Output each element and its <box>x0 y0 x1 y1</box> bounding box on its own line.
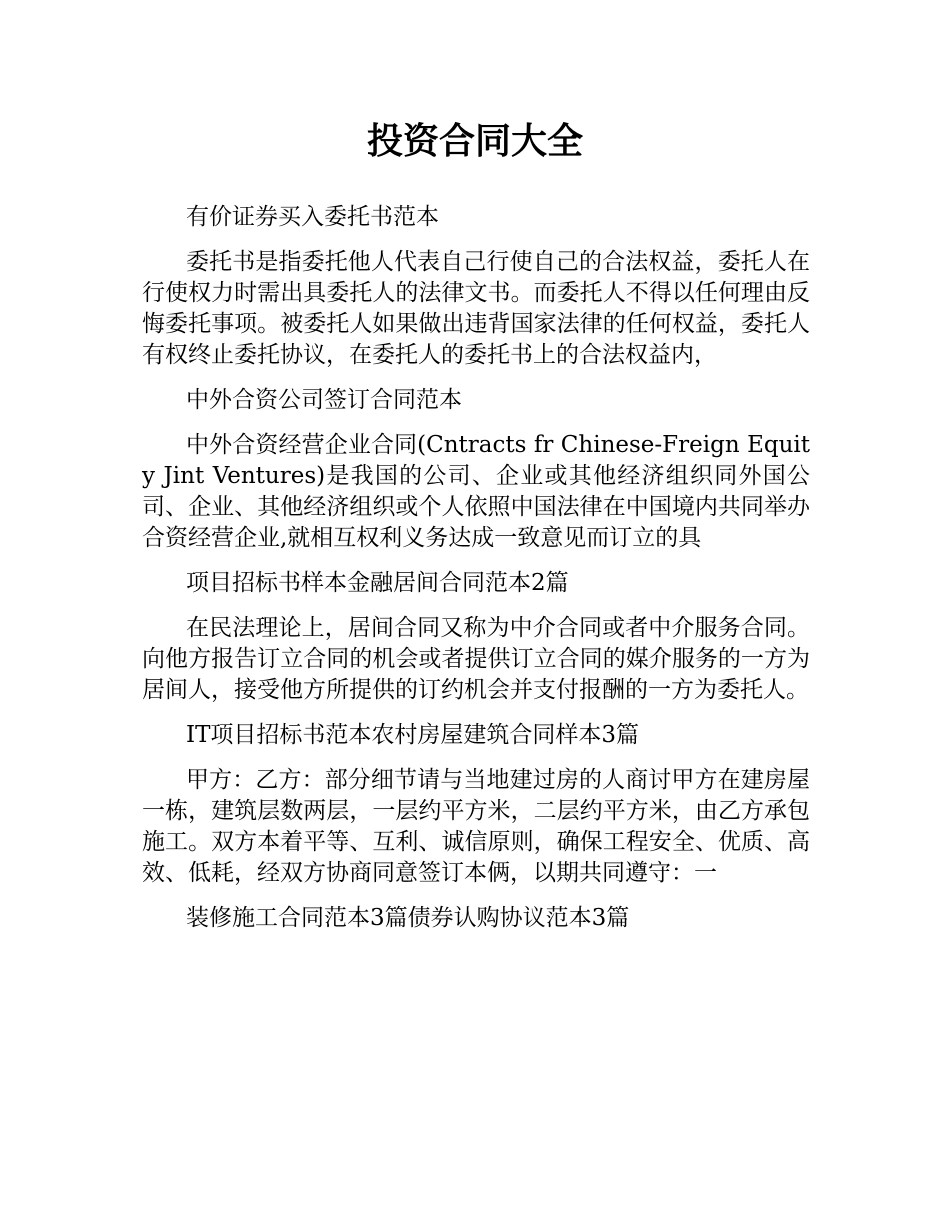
document-title: 投资合同大全 <box>366 121 583 162</box>
body-paragraph: 委托书是指委托他人代表自己行使自己的合法权益，委托人在行使权力时需出具委托人的法律文书。而委托人不得以任何理由反悔委托事项。被委托人如果做出违背国家法律的任何权益，委托人有权终止委托协议，在委托人的委托书上的合法权益内， <box>142 249 810 368</box>
section-heading: 项目招标书样本金融居间合同范本2篇 <box>186 570 569 596</box>
section-heading: 有价证券买入委托书范本 <box>186 204 439 230</box>
body-paragraph: 甲方：乙方：部分细节请与当地建过房的人商讨甲方在建房屋一栋，建筑层数两层，一层约平方米，二层约平方米，由乙方承包施工。双方本着平等、互利、诚信原则，确保工程安全、优质、高效、低耗，经双方协商同意签订本俩，以期共同遵守：一 <box>142 767 810 886</box>
body-paragraph: 在民法理论上，居间合同又称为中介合同或者中介服务合同。向他方报告订立合同的机会或者提供订立合同的媒介服务的一方为居间人，接受他方所提供的订约机会并支付报酬的一方为委托人。 <box>142 615 810 703</box>
section-heading: 装修施工合同范本3篇债券认购协议范本3篇 <box>186 905 630 931</box>
section-heading: 中外合资公司签订合同范本 <box>186 387 462 413</box>
body-paragraph: 中外合资经营企业合同(Cntracts fr Chinese-Freign Equity Jint Ventures)是我国的公司、企业或其他经济组织同外国公司、企业、其他经济组织或个人依照中国法律在中国境内共同举办合资经营企业,就相互权利义务达成一致意见而订立的具 <box>142 432 810 551</box>
section-heading: IT项目招标书范本农村房屋建筑合同样本3篇 <box>186 722 640 748</box>
document-body <box>142 202 810 948</box>
